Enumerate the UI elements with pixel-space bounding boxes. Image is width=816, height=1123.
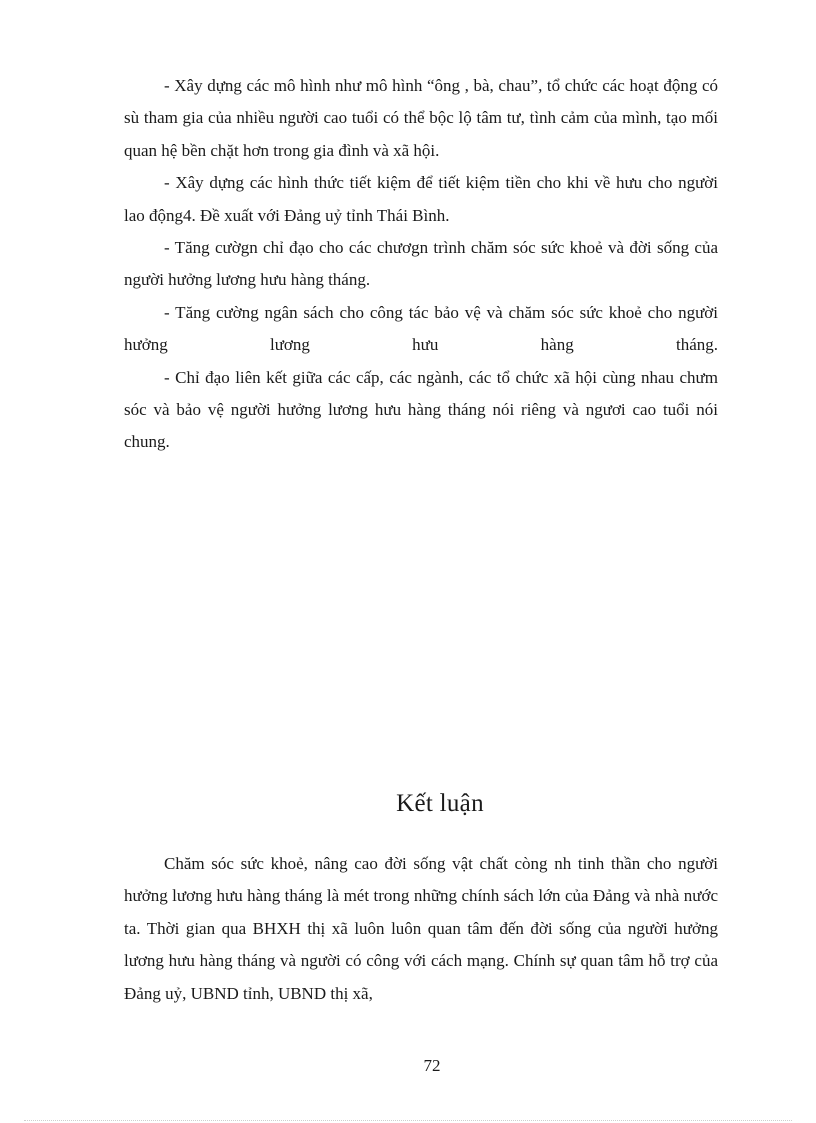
footer-divider xyxy=(24,1120,792,1121)
paragraph-coordination: - Chỉ đạo liên kết giữa các cấp, các ngành, các tổ chức xã hội cùng nhau chưm sóc và bảo vệ người hưởng lương hưu hàng tháng nói riêng và ngươi cao tuổi nói chung. xyxy=(124,367,718,452)
page-number: 72 xyxy=(423,1056,441,1075)
paragraph-health-programs: - Tăng cườgn chỉ đạo cho các chươgn trình chăm sóc sức khoẻ và đời sống của người hưởng lương hưu hàng tháng. xyxy=(124,238,718,290)
paragraph-budget: - Tăng cường ngân sách cho công tác bảo vệ và chăm sóc sức khoẻ cho người hưởng lương hưu hàng tháng. xyxy=(124,302,718,355)
paragraph-savings: - Xây dựng các hình thức tiết kiệm để tiết kiệm tiền cho khi về hưu cho người lao động4. Đề xuất với Đảng uỷ tỉnh Thái Bình. xyxy=(124,173,718,225)
paragraph-conclusion: Chăm sóc sức khoẻ, nâng cao đời sống vật chất còng nh tinh thần cho người hưởng lương hưu hàng tháng là mét trong những chính sách lớn của Đảng và nhà nước ta. Thời gian qua BHXH thị xã luôn luôn quan tâm đến đời sống của người hưởng lương hưu hàng tháng và người có công với cách mạng. Chính sự quan tâm hỗ trợ của Đảng uỷ, UBND tỉnh, UBND thị xã, xyxy=(124,854,718,1003)
recommendations-section xyxy=(124,70,718,459)
conclusion-section xyxy=(124,848,718,1010)
section-heading: Kết luận xyxy=(396,790,484,817)
paragraph-build-models: - Xây dựng các mô hình như mô hình “ông , bà, chau”, tổ chức các hoạt động có sù tham gia của nhiều người cao tuổi có thể bộc lộ tâm tư, tình cảm của mình, tạo mối quan hệ bền chặt hơn trong gia đình và xã hội. xyxy=(124,76,718,160)
